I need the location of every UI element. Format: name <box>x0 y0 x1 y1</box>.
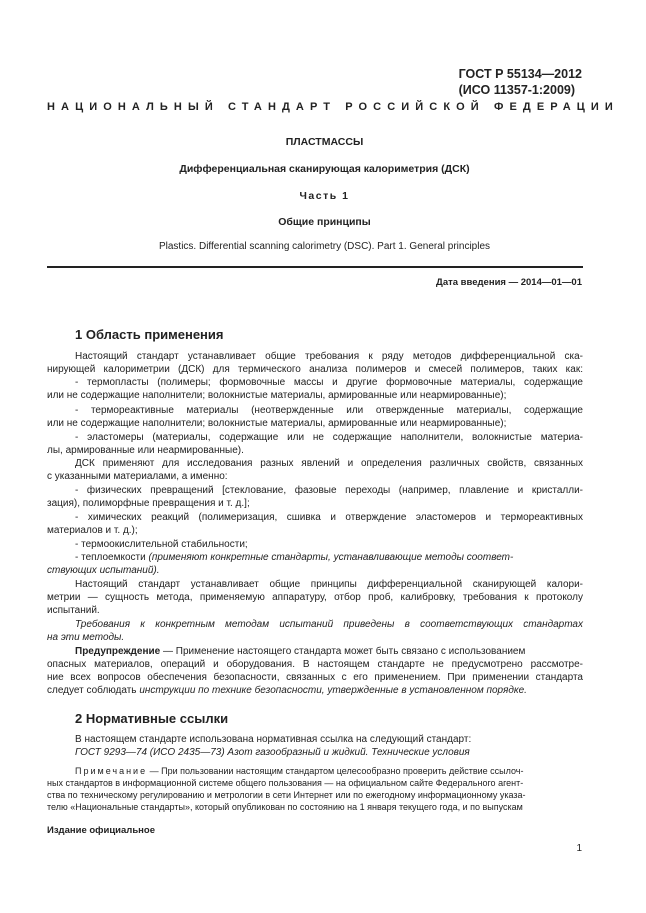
title-divider <box>47 266 583 268</box>
doc-english-title: Plastics. Differential scanning calorimetry (DSC). Part 1. General principles <box>158 241 491 252</box>
text-line: - термореактивные материалы (неотвержденные или отвержденные материалы, содержащие <box>75 405 583 416</box>
text-line: опасных материалов, операций и оборудования. В настоящем стандарте не предусмотрено рассмотре- <box>47 659 583 670</box>
page-number: 1 <box>576 843 582 854</box>
text-line: с указанными материалами, а именно: <box>47 471 228 482</box>
text-line: ства по техническому регулированию и метрологии в сети Интернет или по ежегодному информационному указа- <box>47 790 526 800</box>
text-line: или не содержащие наполнители; волокнистые материалы, армированные или неармированные); <box>47 418 507 429</box>
standard-code-line2: (ИСО 11357-1:2009) <box>458 83 576 97</box>
text-line: ных стандартов в информационной системе общего пользования — на официальном сайте Федерального агент- <box>47 778 524 788</box>
text-span: следует соблюдать <box>47 685 140 696</box>
doc-subtitle: Дифференциальная сканирующая калориметрия (ДСК) <box>179 163 470 175</box>
standard-code <box>459 66 582 98</box>
text-line: ние всех вопросов обеспечения безопасности, связанных с его применением. При применении стандарта <box>47 672 583 683</box>
text-line: Настоящий стандарт устанавливает общие требования к ряду методов дифференциальной ска- <box>75 351 583 362</box>
text-line: Требования к конкретным методам испытаний приведены в соответствующих стандартах <box>75 619 583 630</box>
text-line <box>47 684 583 697</box>
text-line: - термопласты (полимеры; формовочные массы и другие формовочные материалы, содержащие <box>75 377 583 388</box>
text-span-italic: (применяют конкретные стандарты, устанавливающие методы соответ- <box>148 552 514 563</box>
text-span: — При пользовании настоящим стандартом целесообразно проверить действие ссылоч- <box>147 766 524 776</box>
text-line: ствующих испытаний). <box>47 565 160 576</box>
text-line: - химических реакций (полимеризация, сшивка и отверждение эластомеров и термореактивных <box>75 512 583 523</box>
note-label: Примечание <box>75 766 148 776</box>
text-line: - эластомеры (материалы, содержащие или не содержащие наполнители, волокнистые материа- <box>75 432 583 443</box>
text-line: на эти методы. <box>47 632 125 643</box>
text-line: ГОСТ 9293—74 (ИСО 2435—73) Азот газообразный и жидкий. Технические условия <box>75 747 470 758</box>
national-standard-banner: НАЦИОНАЛЬНЫЙ СТАНДАРТ РОССИЙСКОЙ ФЕДЕРАЦИИ <box>47 101 619 113</box>
warning-label: Предупреждение <box>75 646 161 657</box>
introduction-date: Дата введения — 2014—01—01 <box>436 277 582 288</box>
standard-code-line1: ГОСТ Р 55134—2012 <box>458 67 582 81</box>
text-line: зация), полиморфные превращения и т. д.]; <box>47 498 250 509</box>
text-line <box>47 551 583 564</box>
text-line: Настоящий стандарт устанавливает общие принципы дифференциальной сканирующей калори- <box>75 579 583 590</box>
doc-part: Часть 1 <box>299 190 350 202</box>
doc-part-title: Общие принципы <box>278 216 371 228</box>
official-edition-label: Издание официальное <box>47 825 155 836</box>
text-line: нирующей калориметрии (ДСК) для термического анализа полимеров и смесей полимеров, таких как: <box>47 364 583 375</box>
text-line: лы, армированные или неармированные). <box>47 445 244 456</box>
text-span: — Применение настоящего стандарта может быть связано с использованием <box>160 646 526 657</box>
text-line: испытаний. <box>47 605 100 616</box>
text-line: метрии — сущность метода, применяемую аппаратуру, отбор проб, калибровку, требования к протоколу <box>47 592 583 603</box>
text-line <box>47 645 583 658</box>
text-line: материалов и т. д.); <box>47 525 138 536</box>
text-line: телю «Национальные стандарты», который опубликован по состоянию на 1 января текущего года, и по выпускам <box>47 802 523 812</box>
section-2-heading: 2 Нормативные ссылки <box>75 711 229 726</box>
text-line: В настоящем стандарте использована нормативная ссылка на следующий стандарт: <box>75 734 472 745</box>
text-line: или не содержащие наполнители; волокнистые материалы, армированные или неармированные); <box>47 390 507 401</box>
section-1-heading: 1 Область применения <box>75 327 224 342</box>
doc-title: ПЛАСТМАССЫ <box>285 136 364 148</box>
text-span: - теплоемкости <box>75 552 149 563</box>
text-line: - физических превращений [стеклование, фазовые переходы (например, плавление и кристалли- <box>75 485 583 496</box>
text-line: ДСК применяют для исследования разных явлений и определения различных свойств, связанных <box>75 458 583 469</box>
text-line: - термоокислительной стабильности; <box>75 539 248 550</box>
text-span-italic: инструкции по технике безопасности, утвержденные в установленном порядке. <box>139 685 527 696</box>
